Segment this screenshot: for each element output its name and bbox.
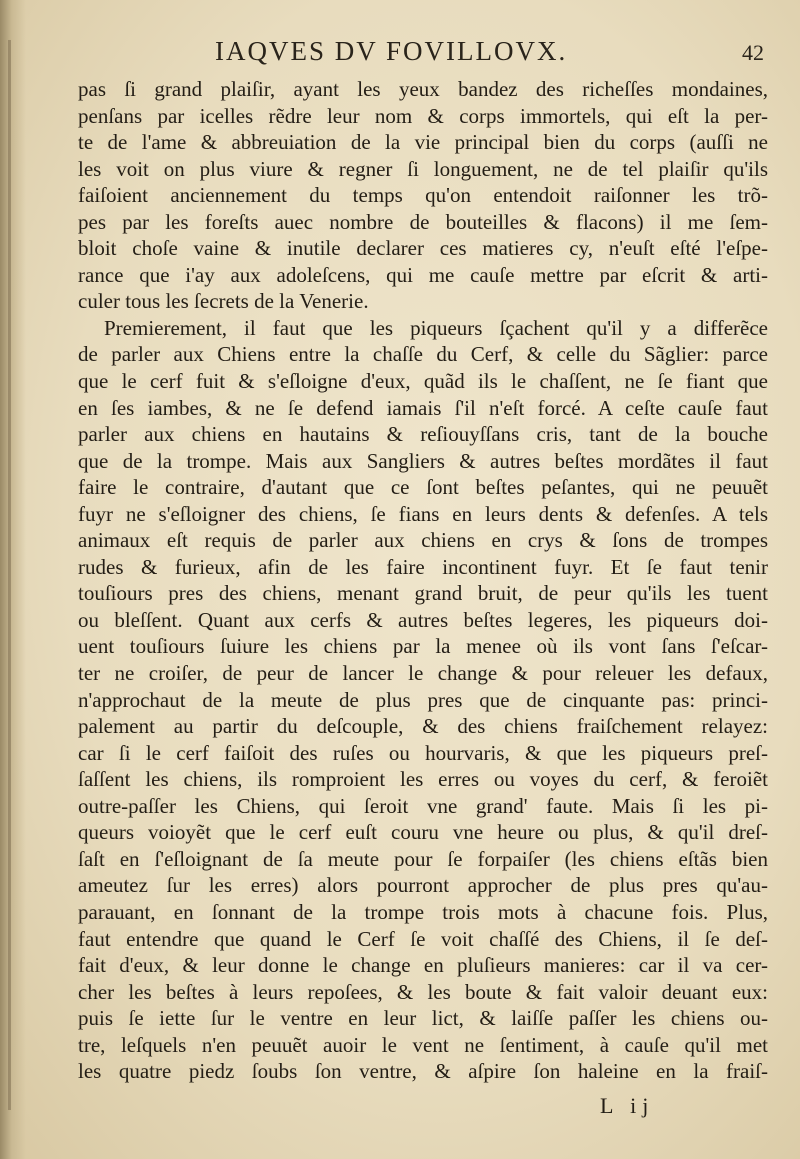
text-line: n'approchaut de la meute de plus pres que de cinquante pas: princi- (78, 687, 768, 712)
text-line: pas ſi grand plaiſir, ayant les yeux bandez des richeſſes mondaines, (78, 77, 768, 101)
text-line: te de l'ame & abbreuiation de la vie principal bien du corps (auſſi ne (78, 130, 768, 155)
text-line: touſiours pres des chiens, menant grand bruit, de peur qu'ils les tuent (78, 581, 768, 606)
text-line: culer tous les ſecrets de la Venerie. (78, 289, 369, 314)
text-line: puis ſe iette ſur le ventre en leur lict, & laiſſe paſſer les chiens ou- (78, 1006, 768, 1031)
text-line: ſaſſent les chiens, ils romproient les erres ou voyes du cerf, & feroiẽt (78, 767, 768, 792)
text-line: car ſi le cerf faiſoit des ruſes ou hourvaris, & que les piqueurs preſ- (78, 740, 768, 765)
text-line: les voit on plus viure & regner ſi longuement, ne de tel plaiſir qu'ils (78, 156, 768, 181)
page-edge-line (8, 40, 11, 1110)
text-line: Premierement, il faut que les piqueurs ſçachent qu'il y a differẽce (104, 315, 768, 340)
text-line: cher les beſtes à leurs repoſees, & les boute & fait valoir deuant eux: (78, 979, 768, 1004)
text-line: queurs voioyẽt que le cerf euſt couru vne heure ou plus, & qu'il dreſ- (78, 820, 768, 845)
text-line: ou bleſſent. Quant aux cerfs & autres beſtes legeres, les piqueurs doi- (78, 607, 768, 632)
text-line: palement au partir du deſcouple, & des chiens fraiſchement relayez: (78, 714, 768, 739)
text-line: les quatre piedz ſoubs ſon ventre, & aſpire ſon haleine en la fraiſ- (78, 1059, 768, 1084)
text-line: faiſoient anciennement du temps qu'on entendoit raiſonner les trõ- (78, 183, 768, 208)
text-line: bloit choſe vaine & inutile declarer ces matieres cy, n'euſt eſté l'eſpe- (78, 236, 768, 261)
text-line: fait d'eux, & leur donne le change en pluſieurs manieres: car il va cer- (78, 953, 768, 978)
text-line: uent touſiours ſuiure les chiens par la menee où ils vont ſans ſ'eſcar- (78, 634, 768, 659)
text-line: parler aux chiens en hautains & reſiouyſſans cris, tant de la bouche (78, 422, 768, 447)
folio-number: 42 (742, 40, 764, 65)
signature-mark: L ij (600, 1093, 655, 1118)
text-line: parauant, en ſonnant de la trompe trois mots à chacune fois. Plus, (78, 899, 768, 924)
binding-shadow (0, 0, 26, 1159)
text-line: penſans par icelles rẽdre leur nom & corps immortels, qui eſt la per- (78, 103, 768, 128)
text-line: fuyr ne s'eſloigner des chiens, ſe fians en leurs dents & defenſes. A tels (78, 501, 768, 526)
text-line: de parler aux Chiens entre la chaſſe du Cerf, & celle du Sãglier: parce (78, 342, 768, 367)
text-line: que de la trompe. Mais aux Sangliers & autres beſtes mordãtes il faut (78, 448, 768, 473)
text-line: ſaſt en ſ'eſloignant de ſa meute pour ſe forpaiſer (les chiens eſtãs bien (78, 846, 768, 871)
text-line: rudes & furieux, afin de les faire incontinent fuyr. Et ſe faut tenir (78, 554, 768, 579)
text-line: que le cerf fuit & s'eſloigne d'eux, quãd ils le chaſſent, ne ſe fiant que (78, 369, 768, 394)
page-header (0, 34, 800, 74)
text-line: rance que i'ay aux adoleſcens, qui me cauſe mettre par eſcrit & arti- (78, 262, 768, 287)
text-line: faut entendre que quand le Cerf ſe voit chaſſé des Chiens, il ſe deſ- (78, 926, 768, 951)
text-line: outre-paſſer les Chiens, qui ſeroit vne grand' faute. Mais ſi les pi- (78, 793, 768, 818)
text-line: ameutez ſur les erres) alors pourront approcher de plus pres qu'au- (78, 873, 768, 898)
text-line: animaux eſt requis de parler aux chiens en crys & ſons de trompes (78, 528, 768, 553)
text-line: en ſes iambes, & ne ſe defend iamais ſ'il n'eſt forcé. A ceſte cauſe faut (78, 395, 768, 420)
text-line: pes par les foreſts auec nombre de bouteilles & flacons) il me ſem- (78, 209, 768, 234)
text-line: ter ne croiſer, de peur de lancer le change & pour releuer les defaux, (78, 661, 768, 686)
body-text (78, 76, 768, 1085)
text-line: tre, leſquels n'en peuuẽt auoir le vent ne ſentiment, à cauſe qu'il met (78, 1032, 768, 1057)
running-title: IAQVES DV FOVILLOVX. (215, 36, 568, 66)
text-line: faire le contraire, d'autant que ce ſont beſtes peſantes, qui ne peuuẽt (78, 475, 768, 500)
